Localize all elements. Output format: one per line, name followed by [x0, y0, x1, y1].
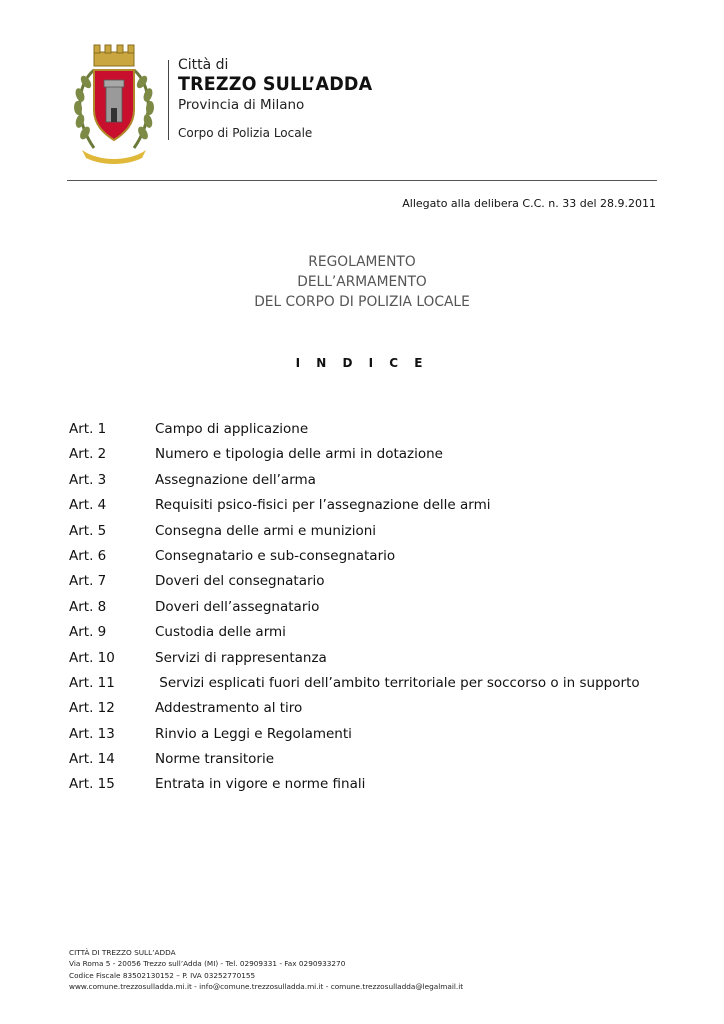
toc-article-number: Art. 3 — [69, 471, 107, 488]
toc-article-title: Consegnatario e sub-consegnatario — [155, 547, 396, 564]
toc-article-title: Requisiti psico-fisici per l’assegnazione delle armi — [155, 497, 491, 514]
allegato-note: Allegato alla delibera C.C. n. 33 del 28.9.2011 — [402, 197, 656, 210]
header-corpo: Corpo di Polizia Locale — [178, 126, 313, 140]
toc-article-number: Art. 10 — [69, 649, 115, 666]
toc-article-number: Art. 6 — [69, 547, 107, 564]
toc-article-title: Doveri dell’assegnatario — [155, 598, 320, 615]
page-footer — [69, 947, 463, 993]
footer-line: Via Roma 5 - 20056 Trezzo sull’Adda (MI) - Tel. 02909331 - Fax 0290933270 — [69, 959, 346, 969]
header-citta-di: Città di — [178, 57, 229, 73]
toc-article-title: Campo di applicazione — [155, 421, 309, 437]
header-town-name: TREZZO SULL’ADDA — [178, 73, 373, 95]
document-title-line: DELL’ARMAMENTO — [297, 274, 427, 290]
toc-article-number: Art. 9 — [69, 624, 107, 641]
header-rule — [67, 180, 657, 181]
toc-article-number: Art. 14 — [69, 751, 115, 768]
toc-article-title: Entrata in vigore e norme finali — [155, 776, 366, 793]
toc-article-number: Art. 1 — [69, 421, 107, 437]
toc-article-title: Servizi esplicati fuori dell’ambito territoriale per soccorso o in supporto — [155, 674, 640, 691]
toc-article-number: Art. 15 — [69, 776, 115, 793]
toc-article-title: Doveri del consegnatario — [155, 573, 325, 590]
toc-article-title: Addestramento al tiro — [155, 700, 303, 717]
toc-article-number: Art. 8 — [69, 598, 107, 615]
index-heading: I N D I C E — [295, 356, 429, 370]
toc-article-title: Custodia delle armi — [155, 624, 286, 641]
toc-article-title: Servizi di rappresentanza — [155, 649, 327, 666]
document-title-line: REGOLAMENTO — [308, 254, 416, 270]
toc-article-number: Art. 12 — [69, 700, 115, 717]
toc-article-number: Art. 5 — [69, 522, 107, 539]
header-divider — [168, 60, 169, 140]
toc-article-title: Rinvio a Leggi e Regolamenti — [155, 725, 352, 742]
toc-article-number: Art. 4 — [69, 497, 107, 514]
coat-of-arms-icon — [64, 40, 164, 166]
toc-article-title: Consegna delle armi e munizioni — [155, 522, 377, 539]
toc-article-title: Assegnazione dell’arma — [155, 471, 316, 488]
document-title — [0, 252, 724, 312]
toc-article-number: Art. 2 — [69, 446, 107, 463]
toc-article-title: Norme transitorie — [155, 751, 275, 768]
toc-article-number: Art. 13 — [69, 725, 115, 742]
footer-line: CITTÀ DI TREZZO SULL’ADDA — [69, 948, 176, 957]
toc-article-number: Art. 7 — [69, 573, 107, 590]
header-provincia: Provincia di Milano — [178, 97, 305, 113]
footer-line: www.comune.trezzosulladda.mi.it - info@comune.trezzosulladda.mi.it - comune.trezzosulladda@legalmail.it — [69, 982, 464, 992]
footer-line: Codice Fiscale 83502130152 – P. IVA 03252770155 — [69, 970, 256, 980]
toc-article-number: Art. 11 — [69, 674, 115, 691]
toc-article-title: Numero e tipologia delle armi in dotazione — [155, 446, 443, 463]
document-title-line: DEL CORPO DI POLIZIA LOCALE — [254, 294, 470, 310]
